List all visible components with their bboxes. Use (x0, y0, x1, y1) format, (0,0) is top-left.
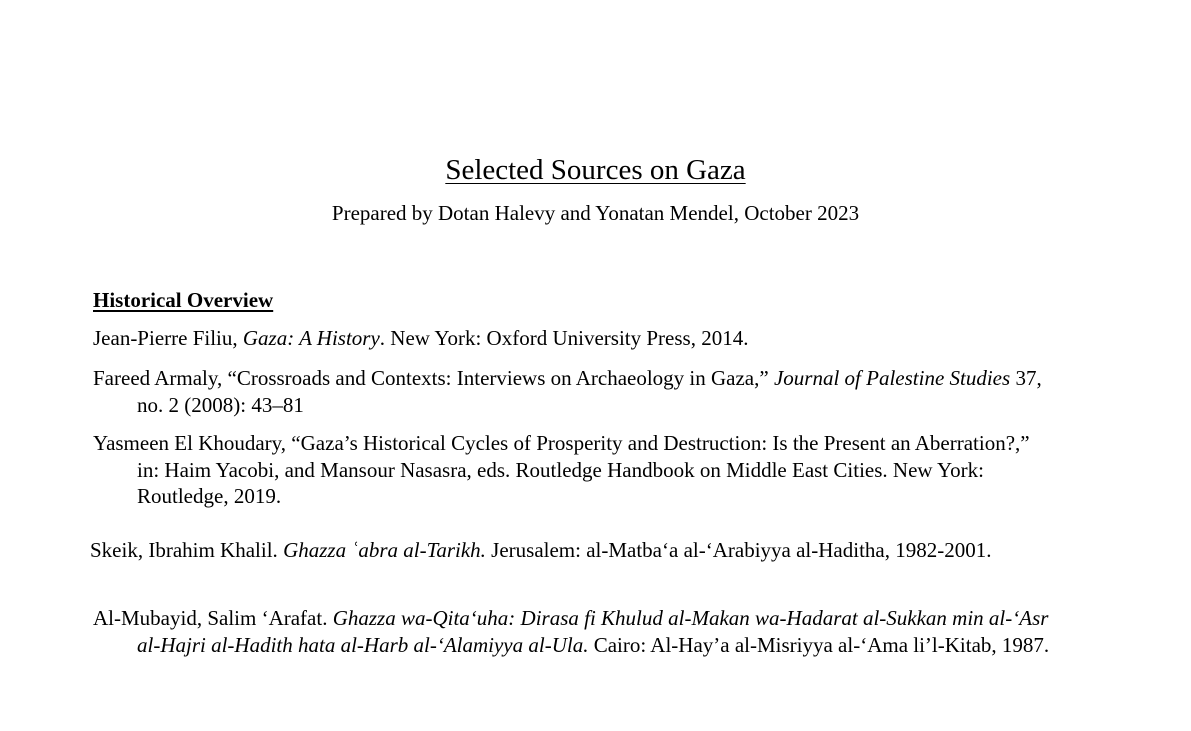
reference-text: Jean-Pierre Filiu, (93, 326, 243, 350)
page-title-text: Selected Sources on Gaza (445, 154, 746, 186)
reference-entry-1 (93, 325, 1055, 352)
reference-entry-5 (93, 605, 1055, 658)
reference-text: Skeik, Ibrahim Khalil. (90, 538, 284, 562)
reference-title: Ghazza ʿabra al-Tarikh. (283, 538, 486, 562)
reference-text: 37, no. 2 (2008): 43–81 (137, 366, 1042, 417)
reference-text: Cairo: Al-Hay’a al-Misriyya al-‘Ama li’l-Kitab, 1987. (588, 632, 1050, 657)
reference-title: Gaza: A History (242, 326, 380, 350)
reference-title: Ghazza wa-Qita‘uha: Dirasa fi Khulud al-Makan wa-Hadarat al-Sukkan min al-‘Asr al-Hajri al-Hadith hata al-Harb al-‘Alamiyya al-Ula. (137, 606, 1049, 657)
reference-entry-2 (93, 365, 1055, 418)
reference-entry-3 (93, 430, 1055, 510)
reference-text: Jerusalem: al-Matba‘a al-‘Arabiyya al-Haditha, 1982-2001. (485, 538, 992, 562)
section-heading-historical-overview: Historical Overview (93, 288, 274, 312)
reference-text: Al-Mubayid, Salim ‘Arafat. (93, 606, 333, 630)
page-subtitle: Prepared by Dotan Halevy and Yonatan Mendel, October 2023 (331, 201, 860, 225)
reference-text: Fareed Armaly, “Crossroads and Contexts: Interviews on Archaeology in Gaza,” (93, 366, 774, 390)
reference-entry-4 (90, 537, 1052, 564)
page-title (0, 152, 1191, 188)
reference-text: . New York: Oxford University Press, 2014. (379, 326, 749, 350)
reference-title: Journal of Palestine Studies (773, 366, 1011, 390)
reference-text: Yasmeen El Khoudary, “Gaza’s Historical Cycles of Prosperity and Destruction: Is the Present an Aberration?,” in: Haim Yacobi, and Mansour Nasasra, eds. Routledge Handbook on Middle East Cities. New York: Routledge, 2019. (93, 431, 1030, 508)
